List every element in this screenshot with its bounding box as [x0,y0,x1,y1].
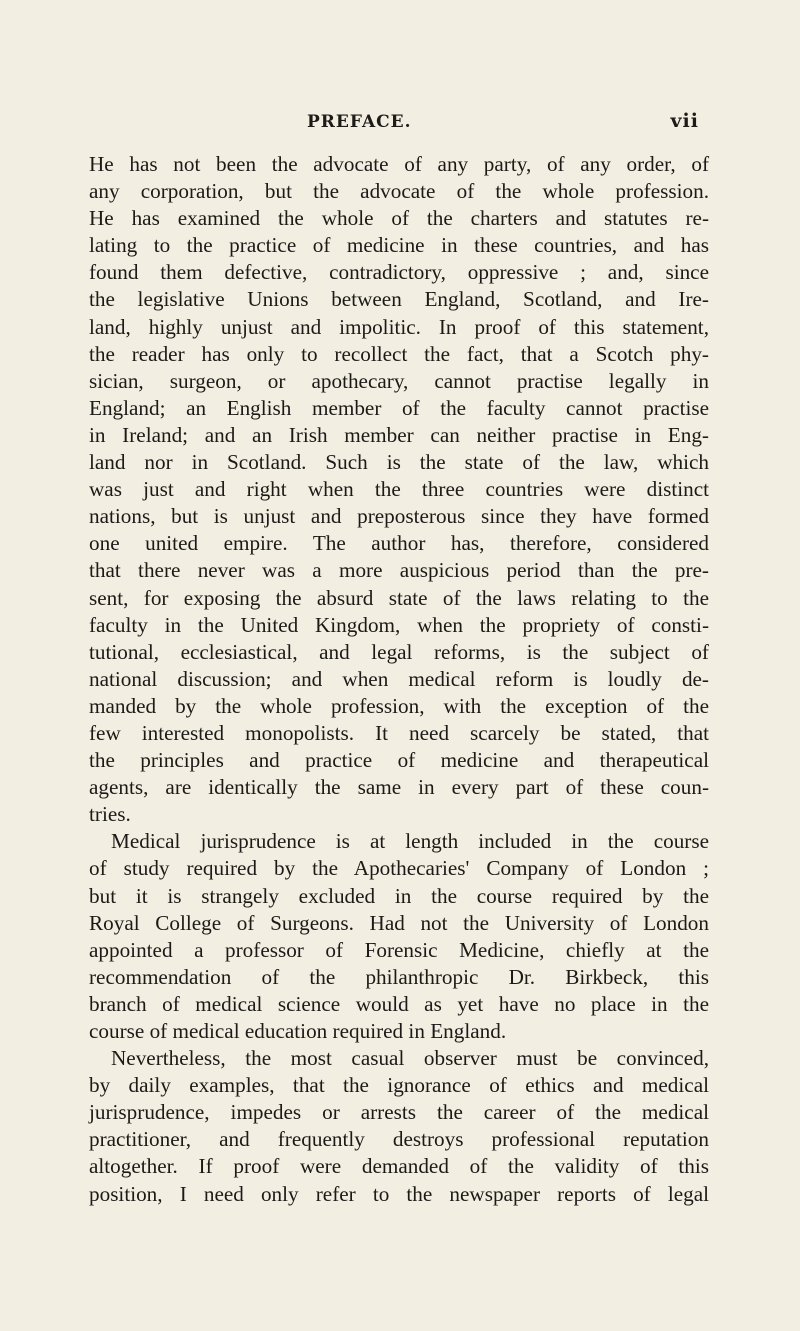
text-line: recommendation of the philanthropic Dr. Birkbeck, this [89,964,709,989]
text-line: sician, surgeon, or apothecary, cannot practise legally in [89,368,709,393]
text-line: land nor in Scotland. Such is the state of the law, which [89,450,709,475]
text-line: of study required by the Apothecaries' Company of London ; [89,856,709,881]
text-line: position, I need only refer to the newspaper reports of legal [89,1181,709,1206]
text-line: Medical jurisprudence is at length included in the course [111,829,709,854]
text-line: manded by the whole profession, with the exception of the [89,693,709,718]
text-line: was just and right when the three countries were distinct [89,477,709,502]
text-line: the legislative Unions between England, Scotland, and Ire- [89,287,709,312]
text-line: course of medical education required in England. [89,1019,507,1043]
text-line: any corporation, but the advocate of the whole profession. [89,179,709,204]
paragraph-1 [89,151,709,828]
text-line: nations, but is unjust and preposterous since they have formed [89,504,709,529]
text-line: found them defective, contradictory, oppressive ; and, since [89,260,709,285]
text-line: land, highly unjust and impolitic. In proof of this statement, [89,314,709,339]
text-line: appointed a professor of Forensic Medicine, chiefly at the [89,937,709,962]
text-line: one united empire. The author has, therefore, considered [89,531,709,556]
text-line: lating to the practice of medicine in these countries, and has [89,233,709,258]
text-line: that there never was a more auspicious period than the pre- [89,558,709,583]
text-line: He has examined the whole of the charters and statutes re- [89,206,709,231]
text-line: altogether. If proof were demanded of the validity of this [89,1154,709,1179]
page-header [96,112,704,136]
text-line: by daily examples, that the ignorance of ethics and medical [89,1073,709,1098]
text-line: branch of medical science would as yet have no place in the [89,991,709,1016]
text-line: agents, are identically the same in every part of these coun- [89,775,709,800]
text-line: the reader has only to recollect the fact, that a Scotch phy- [89,341,709,366]
text-line: in Ireland; and an Irish member can neither practise in Eng- [89,422,709,447]
text-line: practitioner, and frequently destroys professional reputation [89,1127,709,1152]
text-line: jurisprudence, impedes or arrests the career of the medical [89,1100,709,1125]
text-line: tutional, ecclesiastical, and legal reforms, is the subject of [89,639,709,664]
text-line: Royal College of Surgeons. Had not the University of London [89,910,709,935]
page-number: vii [670,110,699,132]
text-line: national discussion; and when medical reform is loudly de- [89,666,709,691]
text-line: He has not been the advocate of any party, of any order, of [89,152,709,176]
text-line: but it is strangely excluded in the course required by the [89,883,709,908]
text-line: few interested monopolists. It need scarcely be stated, that [89,720,709,745]
paragraph-3 [89,1045,709,1208]
running-title: PREFACE. [307,112,412,132]
body-text [89,151,709,1208]
text-line: tries. [89,802,131,827]
text-line: faculty in the United Kingdom, when the propriety of consti- [89,612,709,637]
text-line: sent, for exposing the absurd state of the laws relating to the [89,585,709,610]
paragraph-2 [89,828,709,1045]
text-line: Nevertheless, the most casual observer must be convinced, [111,1046,709,1071]
text-line: the principles and practice of medicine and therapeutical [89,748,709,773]
text-line: England; an English member of the faculty cannot practise [89,395,709,420]
